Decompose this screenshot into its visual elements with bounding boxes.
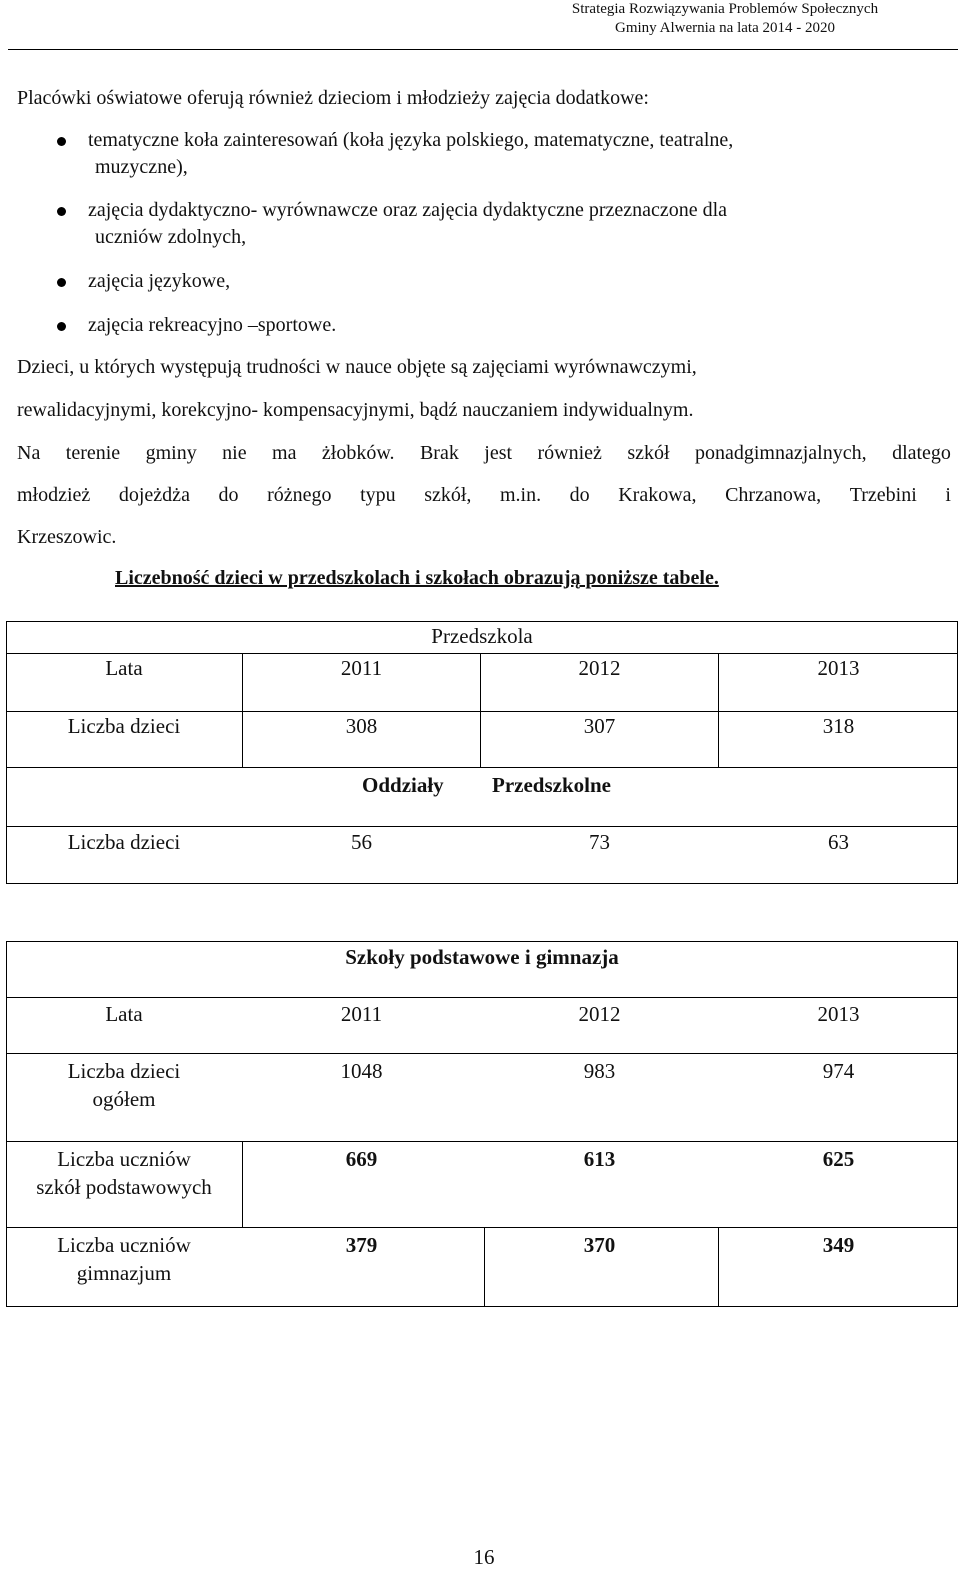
list-item-line: tematyczne koła zainteresowań (koła języka polskiego, matematyczne, teatralne, — [88, 129, 734, 151]
list-item — [88, 312, 336, 339]
list-item-line: zajęcia językowe, — [88, 270, 231, 292]
word: młodzież — [17, 484, 91, 506]
word: do — [218, 484, 239, 506]
bullet-icon — [57, 322, 66, 331]
table-subtitle: Przedszkolne — [492, 773, 611, 797]
list-item — [88, 127, 733, 181]
word: terenie — [65, 442, 121, 464]
header-title: Strategia Rozwiązywania Problemów Społecznych — [571, 1, 879, 17]
table-cell: 63 — [828, 830, 849, 854]
list-item-line: uczniów zdolnych, — [95, 226, 247, 248]
paragraph-line: Dzieci, u których występują trudności w nauce objęte są zajęciami wyrównawczymi, — [17, 356, 697, 378]
page-number: 16 — [473, 1545, 495, 1569]
word: jest — [484, 442, 513, 464]
table-cell: 349 — [822, 1233, 855, 1257]
table-rule — [6, 1053, 958, 1054]
word: gminy — [145, 442, 197, 464]
word: Brak — [419, 442, 459, 464]
word: dojeżdża — [118, 484, 190, 506]
table-cell: 613 — [583, 1147, 616, 1171]
word: różnego — [267, 484, 332, 506]
word: również — [537, 442, 602, 464]
word: nie — [222, 442, 247, 464]
word: ponadgimnazjalnych, — [695, 442, 867, 464]
tables-caption: Liczebność dzieci w przedszkolach i szkołach obrazują poniższe tabele. — [115, 567, 719, 589]
label-line: szkół podstawowych — [36, 1175, 212, 1199]
paragraph-line — [17, 483, 951, 507]
table-cell: 318 — [822, 714, 855, 738]
label-line: Liczba uczniów — [57, 1233, 191, 1257]
table-cell: 974 — [822, 1059, 855, 1083]
paragraph-line: rewalidacyjnymi, korekcyjno- kompensacyjnymi, bądź nauczaniem indywidualnym. — [17, 399, 694, 421]
table-row-label: Liczba dzieci — [67, 714, 181, 738]
table-cell: 983 — [583, 1059, 616, 1083]
bullet-icon — [57, 207, 66, 216]
word: Na — [17, 442, 41, 464]
table-rule — [6, 826, 958, 827]
list-item-line: zajęcia dydaktyczno- wyrównawcze oraz zajęcia dydaktyczne przeznaczone dla — [88, 199, 728, 221]
table-header-cell: 2011 — [340, 656, 383, 680]
word: typu — [360, 484, 396, 506]
table-row-label — [6, 1231, 242, 1287]
table-rule — [6, 1141, 958, 1142]
table-cell: 379 — [345, 1233, 378, 1257]
table-cell: 625 — [822, 1147, 855, 1171]
list-item-line: muzyczne), — [95, 156, 188, 178]
word: do — [569, 484, 590, 506]
bullet-icon — [57, 137, 66, 146]
list-item-line: zajęcia rekreacyjno –sportowe. — [88, 314, 337, 336]
intro-text: Placówki oświatowe oferują również dzieciom i młodzieży zajęcia dodatkowe: — [17, 87, 649, 109]
table-cell: 669 — [345, 1147, 378, 1171]
word: Chrzanowa, — [725, 484, 822, 506]
table-cell: 307 — [583, 714, 616, 738]
paragraph-line: Krzeszowic. — [17, 526, 117, 548]
table-header-cell: 2012 — [578, 656, 621, 680]
table-header-cell: Lata — [105, 656, 143, 680]
label-line: gimnazjum — [76, 1261, 172, 1285]
table-cell: 73 — [589, 830, 610, 854]
table-cell: 370 — [583, 1233, 616, 1257]
table-cell: 56 — [351, 830, 372, 854]
label-line: Liczba uczniów — [57, 1147, 191, 1171]
table-header-cell: 2012 — [578, 1002, 621, 1026]
table-title: Przedszkola — [431, 624, 533, 648]
table-rule — [6, 1227, 958, 1228]
table-rule — [6, 767, 958, 768]
page-header — [490, 0, 960, 38]
table-title: Szkoły podstawowe i gimnazja — [345, 945, 619, 969]
word: Trzebini — [849, 484, 917, 506]
table-header-cell: 2013 — [817, 656, 860, 680]
table-subtitle: Oddziały — [362, 773, 444, 797]
table-header-cell: Lata — [105, 1002, 143, 1026]
word: szkół — [627, 442, 670, 464]
word: dlatego — [892, 442, 951, 464]
paragraph-line — [17, 441, 951, 465]
list-item — [88, 197, 727, 251]
word: Krakowa, — [618, 484, 697, 506]
table-row-label: Liczba dzieci — [67, 830, 181, 854]
header-rule — [8, 49, 958, 50]
table-row-label — [6, 1057, 242, 1113]
label-line: Liczba dzieci — [67, 1059, 181, 1083]
header-subtitle: Gminy Alwernia na lata 2014 - 2020 — [615, 20, 835, 36]
table-header-cell: 2011 — [340, 1002, 383, 1026]
word: żłobków. — [321, 442, 395, 464]
word: m.in. — [499, 484, 542, 506]
bullet-icon — [57, 278, 66, 287]
table-row-label — [6, 1145, 242, 1201]
list-item — [88, 268, 230, 295]
table-cell: 1048 — [340, 1059, 383, 1083]
table-rule — [6, 997, 958, 998]
word: i — [945, 484, 951, 506]
table-cell: 308 — [345, 714, 378, 738]
label-line: ogółem — [92, 1087, 156, 1111]
word: szkół, — [424, 484, 472, 506]
word: ma — [272, 442, 297, 464]
table-header-cell: 2013 — [817, 1002, 860, 1026]
